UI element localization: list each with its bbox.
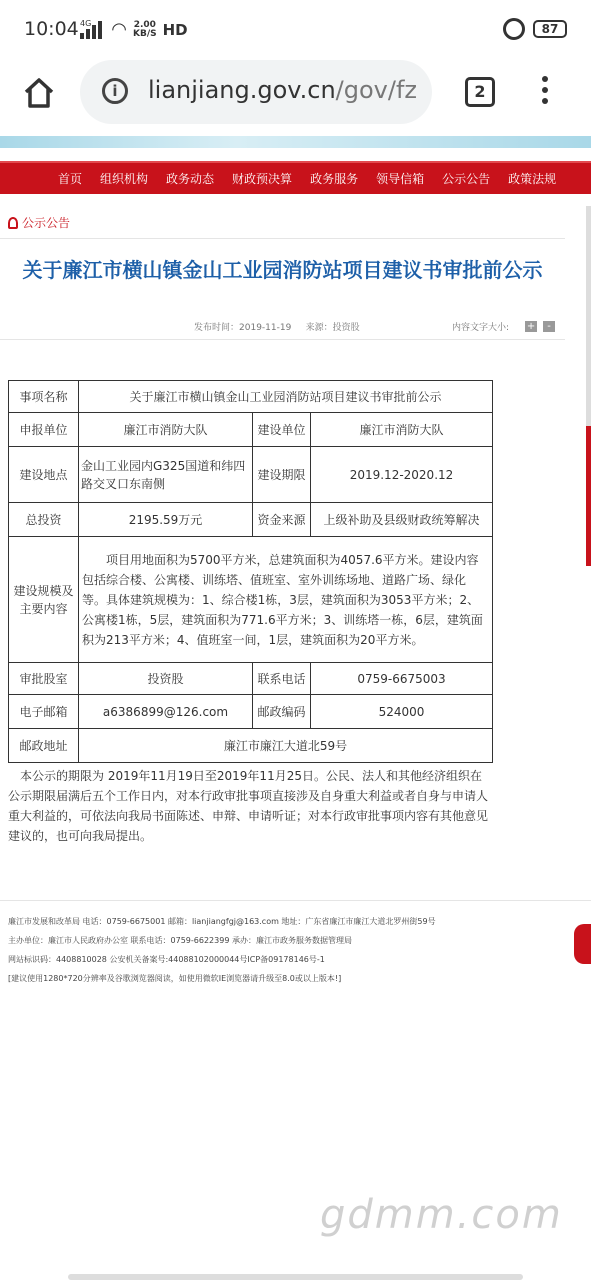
- table-value: 项目用地面积为5700平方米，总建筑面积为4057.6平方米。建设内容包括综合楼、公寓楼、训练塔、值班室、室外训练场地、道路广场、绿化等。具体建筑规模为：1、综合楼1栋，3层，建筑面积为3053平方米；2、公寓楼1栋，5层，建筑面积为771.6平方米；3、训练塔一栋，6层，建筑面积为213平方米；4、值班室一间，1层，建筑面积为20平方米。: [79, 537, 493, 663]
- info-icon[interactable]: i: [102, 78, 128, 104]
- nav-item-services[interactable]: 政务服务: [310, 172, 359, 186]
- source: 投资股: [332, 323, 360, 333]
- article-meta: [194, 320, 360, 333]
- main-nav: [0, 161, 591, 194]
- table-value: 廉江市消防大队: [311, 413, 493, 447]
- battery-indicator: 87: [533, 20, 567, 38]
- table-label: 建设单位: [253, 413, 311, 447]
- table-label: 联系电话: [253, 663, 311, 695]
- location-icon: [8, 217, 18, 229]
- table-label: 建设期限: [253, 447, 311, 503]
- nav-item-budget[interactable]: 财政预决算: [232, 172, 293, 186]
- status-bar: [0, 0, 591, 60]
- table-label: 资金来源: [253, 503, 311, 537]
- table-value: 金山工业园内G325国道和纬四路交叉口东南侧: [79, 447, 253, 503]
- table-value: 2019.12-2020.12: [311, 447, 493, 503]
- table-label: 申报单位: [9, 413, 79, 447]
- font-size-control: [452, 320, 555, 333]
- font-size-label: 内容文字大小:: [452, 323, 510, 333]
- notice-paragraph: 本公示的期限为 2019年11月19日至2019年11月25日。公民、法人和其他经济组织在公示期限届满后五个工作日内，对本行政审批事项直接涉及自身重大利益或者自身与申请人重大利益的，可依法向我局书面陈述、申辩、申请听证；对本行政审批事项内容有其他意见建议的，也可向我局提出。: [8, 769, 489, 843]
- site-banner: [0, 136, 591, 148]
- table-value: 上级补助及县级财政统筹解决: [311, 503, 493, 537]
- browser-toolbar: [0, 60, 591, 136]
- address-bar[interactable]: [80, 60, 432, 124]
- project-info-table: [8, 380, 493, 763]
- nav-item-announcements[interactable]: 公示公告: [442, 172, 491, 186]
- url-domain: lianjiang.gov.cn: [148, 76, 336, 104]
- table-row: [9, 695, 493, 729]
- publish-time-label: 发布时间：: [194, 323, 240, 333]
- table-row: [9, 537, 493, 663]
- table-value: 廉江市消防大队: [79, 413, 253, 447]
- font-decrease-button[interactable]: -: [543, 321, 555, 332]
- network-indicator: [80, 19, 188, 40]
- divider: [0, 900, 591, 901]
- url-text[interactable]: [148, 76, 417, 104]
- speed-value: 2.00: [133, 19, 156, 30]
- table-label: 总投资: [9, 503, 79, 537]
- url-path: /gov/fz: [335, 76, 418, 104]
- table-label: 建设规模及主要内容: [9, 537, 79, 663]
- status-time: 10:04: [24, 18, 79, 40]
- divider: [0, 238, 565, 239]
- table-value: 关于廉江市横山镇金山工业园消防站项目建议书审批前公示: [79, 381, 493, 413]
- signal-icon: [80, 21, 102, 39]
- article-title: 关于廉江市横山镇金山工业园消防站项目建议书审批前公示: [22, 258, 543, 282]
- breadcrumb-label[interactable]: 公示公告: [22, 216, 71, 230]
- breadcrumb[interactable]: [8, 214, 70, 231]
- gesture-bar: [68, 1274, 523, 1280]
- nav-item-news[interactable]: 政务动态: [166, 172, 215, 186]
- table-value: 投资股: [79, 663, 253, 695]
- table-label: 邮政地址: [9, 729, 79, 763]
- hd-label: HD: [162, 20, 188, 39]
- table-value: 廉江市廉江大道北59号: [79, 729, 493, 763]
- footer-line: 廉江市发展和改革局 电话：0759-6675001 邮箱：lianjiangfgj@163.com 地址：广东省廉江市廉江大道北罗州街59号: [8, 917, 436, 926]
- overflow-menu-icon[interactable]: [540, 76, 550, 108]
- table-label: 邮政编码: [253, 695, 311, 729]
- nav-item-mailbox[interactable]: 领导信箱: [376, 172, 425, 186]
- table-value: 524000: [311, 695, 493, 729]
- table-label: 事项名称: [9, 381, 79, 413]
- source-label: 来源：: [305, 323, 333, 333]
- alarm-icon: [503, 18, 525, 40]
- table-label: 建设地点: [9, 447, 79, 503]
- table-row: [9, 447, 493, 503]
- publish-time: 2019-11-19: [239, 323, 292, 333]
- tab-switcher-button[interactable]: 2: [465, 77, 495, 107]
- table-row: [9, 381, 493, 413]
- table-row: [9, 413, 493, 447]
- nav-item-policies[interactable]: 政策法规: [508, 172, 557, 186]
- network-type: 4G: [80, 19, 92, 28]
- watermark: gdmm.com: [320, 1192, 563, 1238]
- side-float-panel-red: [586, 426, 591, 566]
- divider: [0, 339, 565, 340]
- table-row: [9, 729, 493, 763]
- table-label: 电子邮箱: [9, 695, 79, 729]
- table-label: 审批股室: [9, 663, 79, 695]
- home-icon[interactable]: [22, 76, 56, 110]
- footer-line: 主办单位：廉江市人民政府办公室 联系电话：0759-6622399 承办：廉江市政务服务数据管理局: [8, 936, 352, 945]
- nav-item-organization[interactable]: 组织机构: [100, 172, 149, 186]
- table-value: 2195.59万元: [79, 503, 253, 537]
- site-footer: [8, 912, 568, 988]
- speed-unit: KB/S: [133, 28, 157, 39]
- table-value: a6386899@126.com: [79, 695, 253, 729]
- table-value: 0759-6675003: [311, 663, 493, 695]
- table-row: [9, 503, 493, 537]
- font-increase-button[interactable]: +: [526, 321, 536, 332]
- nav-item-home[interactable]: 首页: [58, 172, 83, 186]
- footer-line: [建议使用1280*720分辨率及谷歌浏览器阅读，如使用微软IE浏览器请升级至8.0或以上版本!]: [8, 974, 342, 983]
- table-row: [9, 663, 493, 695]
- footer-line: 网站标识码：4408810028 公安机关备案号:44088102000044号ICP备09178146号-1: [8, 955, 325, 964]
- gov-emblem-icon[interactable]: [574, 924, 591, 964]
- network-speed: [133, 21, 157, 39]
- wifi-icon: ◠: [111, 19, 128, 40]
